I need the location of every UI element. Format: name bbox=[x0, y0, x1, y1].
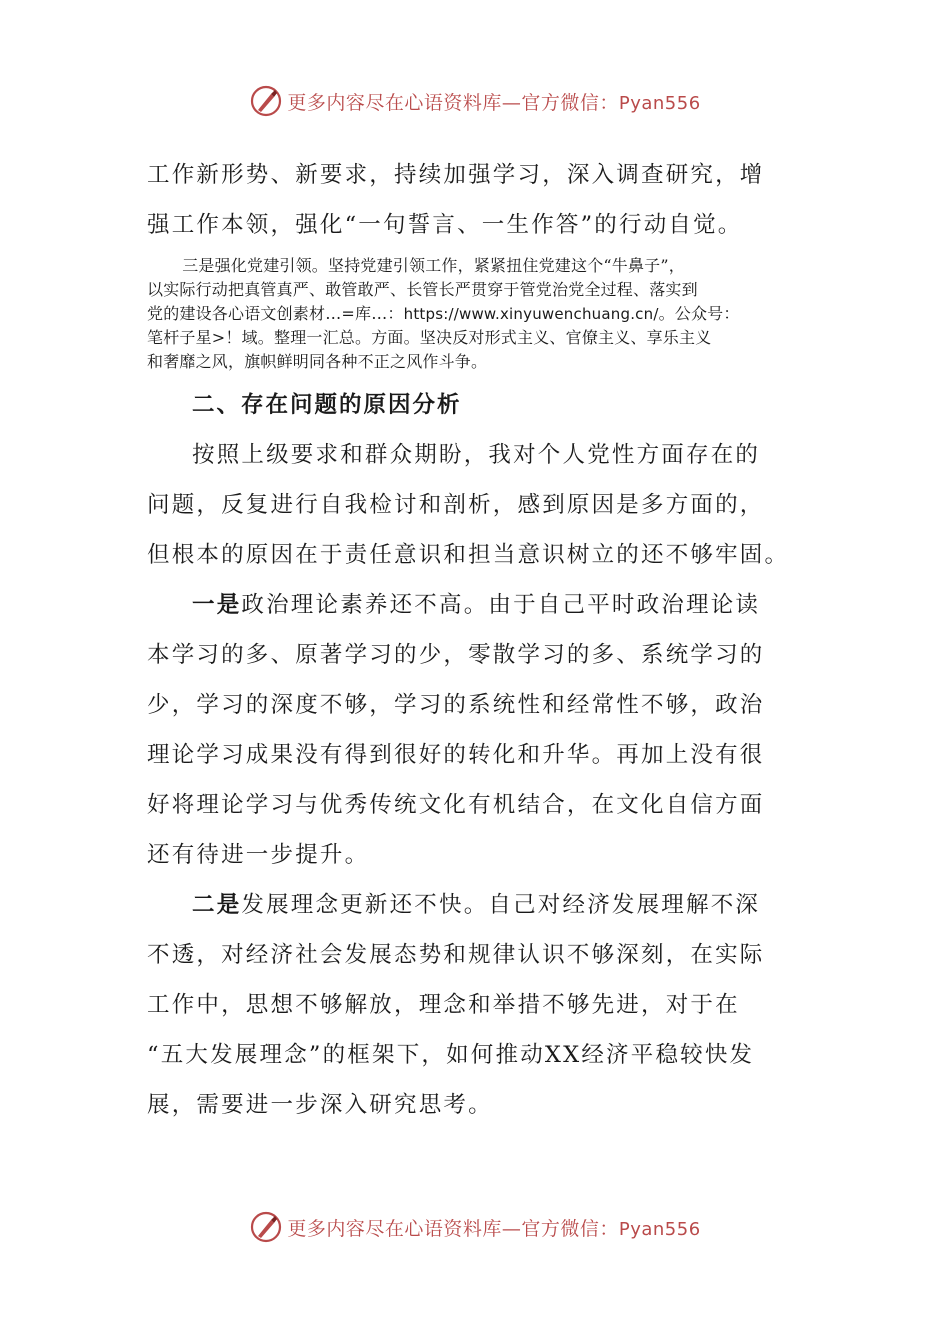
paragraph-small-print: 三是强化党建引领。坚持党建引领工作，紧紧扭住党建这个“牛鼻子”， 以实际行动把真管真严、敢管敢严、长管长严贯穿于管党治党全过程、落实到 党的建设各心语文创素材…=库…：https://www.xinyuwenchuang.cn/。公众号： 笔杆子星>！域。整理一汇总。方面。坚决反对形式主义、官僚主义、享乐主义 和奢靡之风，旗帜鲜明同各种不正之风作斗争。 bbox=[147, 256, 740, 371]
watermark-text: 更多内容尽在心语资料库—官方微信：Pyan556 bbox=[287, 91, 701, 114]
footer-watermark bbox=[0, 1210, 950, 1244]
paragraph-continuation: 工作新形势、新要求，持续加强学习，深入调查研究，增 强工作本领，强化“一句誓言、一生作答”的行动自觉。 bbox=[147, 162, 765, 238]
pen-logo-icon bbox=[249, 1210, 283, 1244]
source-url: https://www.xinyuwenchuang.cn/ bbox=[403, 305, 659, 323]
paragraph-cause-intro: 按照上级要求和群众期盼，我对个人党性方面存在的 问题，反复进行自我检讨和剖析，感到原因是多方面的， 但根本的原因在于责任意识和担当意识树立的还不够牢固。 bbox=[147, 442, 790, 568]
paragraph-cause-two: 二是发展理念更新还不快。自己对经济发展理解不深 不透，对经济社会发展态势和规律认识不够深刻，在实际 工作中，思想不够解放，理念和举措不够先进，对于在 “五大发展理念”的框架下，如何推动XX经济平稳较快发 展，需要进一步深入研究思考。 bbox=[147, 892, 765, 1118]
watermark-text: 更多内容尽在心语资料库—官方微信：Pyan556 bbox=[287, 1217, 701, 1240]
lead-label: 二是 bbox=[192, 892, 242, 918]
pen-logo-icon bbox=[249, 84, 283, 118]
lead-label: 一是 bbox=[192, 592, 242, 618]
section-heading: 二、存在问题的原因分析 bbox=[192, 392, 462, 418]
paragraph-cause-one: 一是政治理论素养还不高。由于自己平时政治理论读 本学习的多、原著学习的少，零散学习的多、系统学习的 少，学习的深度不够，学习的系统性和经常性不够，政治 理论学习成果没有得到很好的转化和升华。再加上没有很 好将理论学习与优秀传统文化有机结合，在文化自信方面 还有待进一步提升。 bbox=[147, 592, 765, 868]
header-watermark bbox=[0, 84, 950, 118]
document-body bbox=[147, 150, 807, 1130]
